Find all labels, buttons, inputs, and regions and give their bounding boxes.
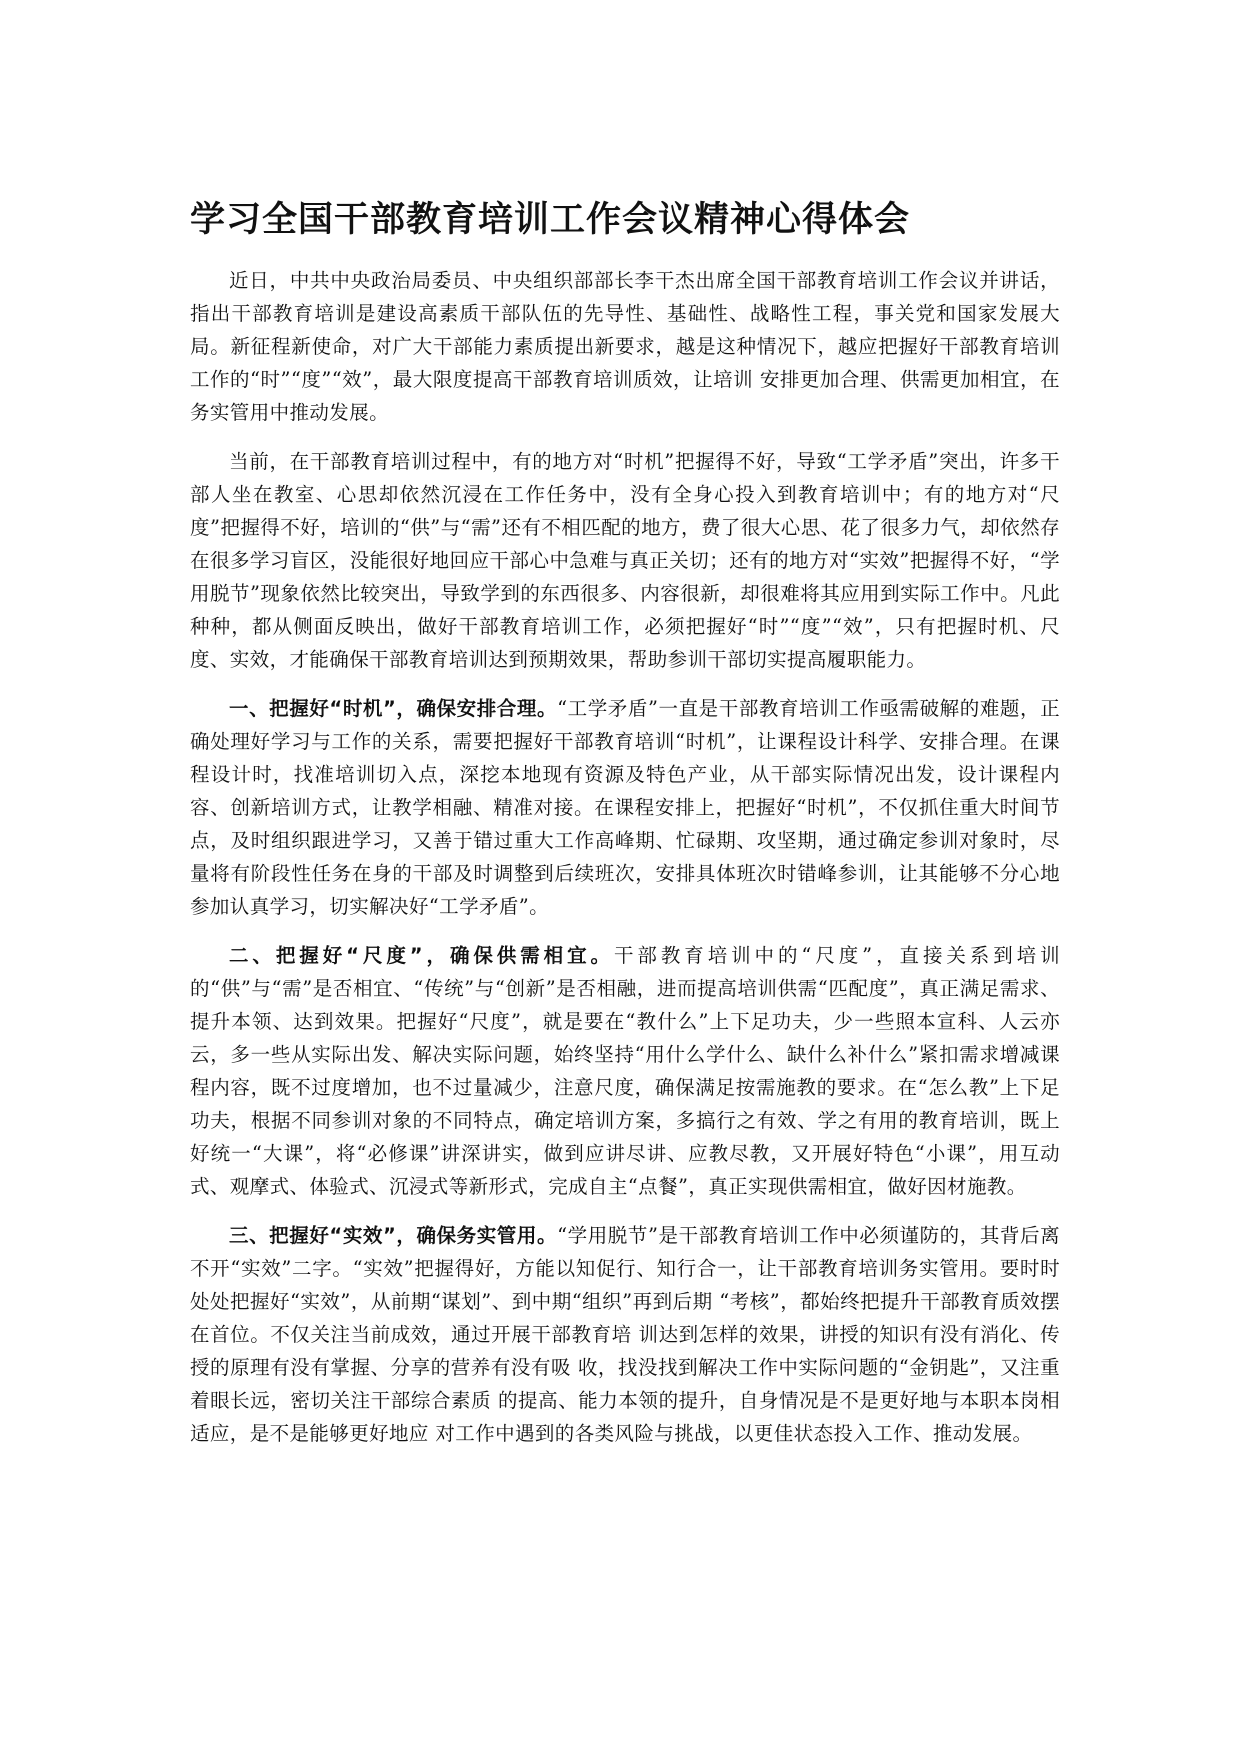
document-page <box>190 196 1060 1466</box>
paragraph-section-effect <box>190 1219 1060 1450</box>
paragraph-section-scale <box>190 939 1060 1203</box>
paragraph-text: 干部教育培训中的“尺度”，直接关系到培训的“供”与“需”是否相宜、“传统”与“创新”是否相融，进而提高培训供需“匹配度”，真正满足需求、提升本领、达到效果。把握好“尺度”，就是要在“教什么”上下足功夫，少一些照本宣科、人云亦云，多一些从实际出发、解决实际问题，始终坚持“用什么学什么、缺什么补什么”紧扣需求增减课程内容，既不过度增加，也不过量减少，注意尺度，确保满足按需施教的要求。在“怎么教”上下足功夫，根据不同参训对象的不同特点，确定培训方案，多搞行之有效、学之有用的教育培训，既上好统一“大课”，将“必修课”讲深讲实，做到应讲尽讲、应教尽教，又开展好特色“小课”，用互动式、观摩式、体验式、沉浸式等新形式，完成自主“点餐”，真正实现供需相宜，做好因材施教。 <box>190 944 1060 1198</box>
section-heading-effect: 三、把握好“实效”，确保务实管用。 <box>229 1224 558 1247</box>
paragraph-section-timing <box>190 692 1060 923</box>
paragraph-text: “工学矛盾”一直是干部教育培训工作亟需破解的难题，正确处理好学习与工作的关系，需要把握好干部教育培训“时机”，让课程设计科学、安排合理。在课程设计时，找准培训切入点，深挖本地现有资源及特色产业，从干部实际情况出发，设计课程内容、创新培训方式，让教学相融、精准对接。在课程安排上，把握好“时机”，不仅抓住重大时间节点，及时组织跟进学习，又善于错过重大工作高峰期、忙碌期、攻坚期，通过确定参训对象时，尽量将有阶段性任务在身的干部及时调整到后续班次，安排具体班次时错峰参训，让其能够不分心地参加认真学习，切实解决好“工学矛盾”。 <box>190 697 1060 918</box>
section-heading-timing: 一、把握好“时机”，确保安排合理。 <box>229 697 558 720</box>
paragraph-problems <box>190 445 1060 676</box>
section-heading-scale: 二、把握好“尺度”，确保供需相宜。 <box>229 944 614 967</box>
paragraph-intro <box>190 264 1060 429</box>
paragraph-text: “学用脱节”是干部教育培训工作中必须谨防的，其背后离不开“实效”二字。“实效”把握得好，方能以知促行、知行合一，让干部教育培训务实管用。要时时处处把握好“实效”，从前期“谋划”、到中期“组织”再到后期 “考核”，都始终把提升干部教育质效摆在首位。不仅关注当前成效，通过开展干部教育培 训达到怎样的效果，讲授的知识有没有消化、传授的原理有没有掌握、分享的营养有没有吸 收，找没找到解决工作中实际问题的“金钥匙”，又注重着眼长远，密切关注干部综合素质 的提高、能力本领的提升，自身情况是不是更好地与本职本岗相适应，是不是能够更好地应 对工作中遇到的各类风险与挑战，以更佳状态投入工作、推动发展。 <box>190 1224 1060 1445</box>
paragraph-text: 近日，中共中央政治局委员、中央组织部部长李干杰出席全国干部教育培训工作会议并讲话，指出干部教育培训是建设高素质干部队伍的先导性、基础性、战略性工程，事关党和国家发展大局。新征程新使命，对广大干部能力素质提出新要求，越是这种情况下，越应把握好干部教育培训工作的“时”“度”“效”，最大限度提高干部教育培训质效，让培训 安排更加合理、供需更加相宜，在务实管用中推动发展。 <box>190 269 1060 424</box>
paragraph-text: 当前，在干部教育培训过程中，有的地方对“时机”把握得不好，导致“工学矛盾”突出，许多干部人坐在教室、心思却依然沉浸在工作任务中，没有全身心投入到教育培训中；有的地方对“尺度”把握得不好，培训的“供”与“需”还有不相匹配的地方，费了很大心思、花了很多力气，却依然存在很多学习盲区，没能很好地回应干部心中急难与真正关切；还有的地方对“实效”把握得不好，“学用脱节”现象依然比较突出，导致学到的东西很多、内容很新，却很难将其应用到实际工作中。凡此种种，都从侧面反映出，做好干部教育培训工作，必须把握好“时”“度”“效”，只有把握时机、尺度、实效，才能确保干部教育培训达到预期效果，帮助参训干部切实提高履职能力。 <box>190 450 1060 671</box>
document-title: 学习全国干部教育培训工作会议精神心得体会 <box>190 200 911 240</box>
